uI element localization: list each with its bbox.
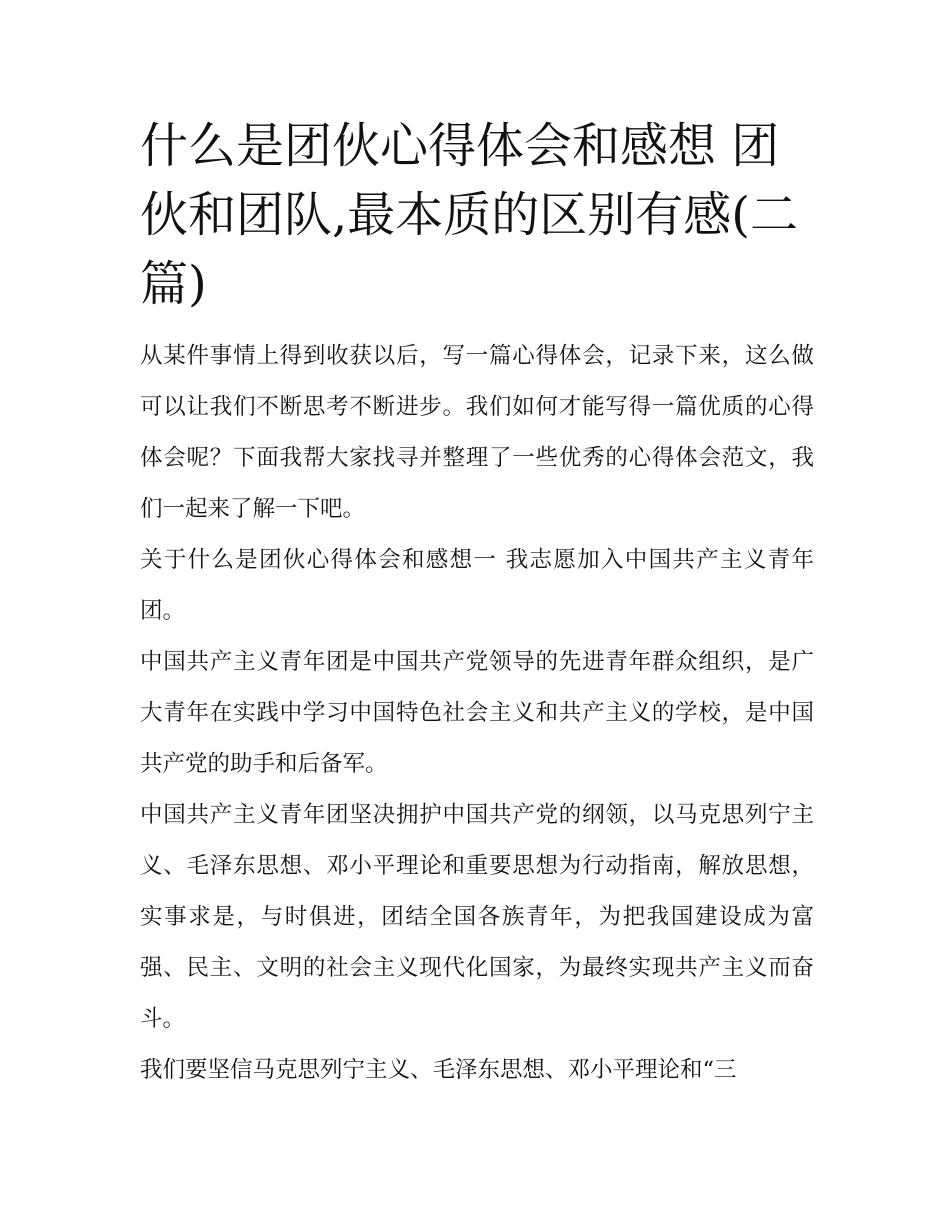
document-body <box>140 331 814 1096</box>
paragraph-league-program: 中国共产主义青年团坚决拥护中国共产党的纲领，以马克思列宁主义、毛泽东思想、邓小平理论和重要思想为行动指南，解放思想，实事求是，与时俱进，团结全国各族青年，为把我国建设成为富强、民主、文明的社会主义现代化国家，为最终实现共产主义而奋斗。 <box>140 802 814 1032</box>
paragraph-league-definition: 中国共产主义青年团是中国共产党领导的先进青年群众组织，是广大青年在实践中学习中国特色社会主义和共产主义的学校，是中国共产党的助手和后备军。 <box>140 649 814 777</box>
paragraph-pledge: 关于什么是团伙心得体会和感想一 我志愿加入中国共产主义青年团。 <box>140 547 814 624</box>
document-title: 什么是团伙心得体会和感想 团伙和团队,最本质的区别有感(二篇) <box>140 118 798 312</box>
document-content <box>140 112 814 1096</box>
paragraph-intro: 从某件事情上得到收获以后，写一篇心得体会，记录下来，这么做可以让我们不断思考不断进步。我们如何才能写得一篇优质的心得体会呢？下面我帮大家找寻并整理了一些优秀的心得体会范文，我们一起来了解一下吧。 <box>140 343 814 522</box>
paragraph-belief: 我们要坚信马克思列宁主义、毛泽东思想、邓小平理论和“三 <box>140 1057 737 1083</box>
